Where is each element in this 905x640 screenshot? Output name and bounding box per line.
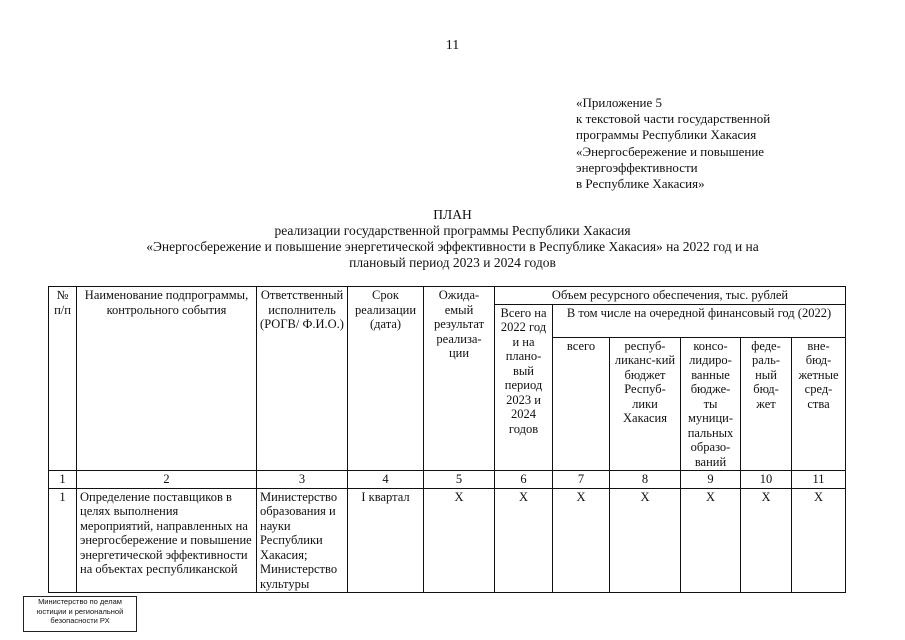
plan-table xyxy=(48,286,846,593)
row-value: X xyxy=(424,488,495,593)
appendix-line: энергоэффективности xyxy=(576,159,698,175)
title-line: ПЛАН xyxy=(433,207,472,222)
row-value: X xyxy=(681,488,741,593)
row-term: I квартал xyxy=(348,488,424,593)
header-term: Срок реализации (дата) xyxy=(348,287,424,471)
table-row xyxy=(49,488,846,593)
column-number: 10 xyxy=(741,471,792,489)
row-value: X xyxy=(741,488,792,593)
title-line: плановый период 2023 и 2024 годов xyxy=(349,255,556,270)
header-municipal-budgets: консо-лидиро-ванные бюдже-ты муници-пальных образо-ваний xyxy=(681,337,741,471)
appendix-line: программы Республики Хакасия xyxy=(576,127,757,143)
header-federal-budget: феде-раль-ный бюд-жет xyxy=(741,337,792,471)
row-value: X xyxy=(792,488,846,593)
appendix-line: в Республике Хакасия» xyxy=(576,176,705,192)
appendix-line: к текстовой части государственной xyxy=(576,111,771,127)
row-name: Определение поставщиков в целях выполнения мероприятий, направленных на энергосбережение и повышение энергетической эффективности на объектах республиканской xyxy=(77,488,257,593)
column-number: 5 xyxy=(424,471,495,489)
column-number: 6 xyxy=(495,471,553,489)
column-number: 9 xyxy=(681,471,741,489)
row-value: X xyxy=(495,488,553,593)
row-number: 1 xyxy=(49,488,77,593)
header-volume: Объем ресурсного обеспечения, тыс. рублей xyxy=(495,287,846,305)
plan-title xyxy=(0,207,905,271)
header-result: Ожида-емый результат реализа-ции xyxy=(424,287,495,471)
column-number: 8 xyxy=(610,471,681,489)
column-number: 3 xyxy=(257,471,348,489)
header-all: всего xyxy=(553,337,610,471)
title-line: реализации государственной программы Республики Хакасия xyxy=(274,223,631,238)
stamp-line: Министерство по делам xyxy=(38,597,122,606)
stamp-line: безопасности РХ xyxy=(50,616,110,625)
header-total: Всего на 2022 год и на плано-вый период 2023 и 2024 годов xyxy=(495,304,553,471)
column-number: 7 xyxy=(553,471,610,489)
row-executor: Министерство образования и науки Республики Хакасия; Министерство культуры xyxy=(257,488,348,593)
appendix-line: «Приложение 5 xyxy=(576,95,663,110)
page-number: 11 xyxy=(445,38,460,53)
header-executor: Ответственный исполнитель (РОГВ/ Ф.И.О.) xyxy=(257,287,348,471)
appendix-line: «Энергосбережение и повышение xyxy=(576,143,765,159)
column-numbers-row xyxy=(49,471,846,489)
header-including: В том числе на очередной финансовый год (2022) xyxy=(553,304,846,337)
appendix-header xyxy=(576,95,770,192)
header-republic-budget: респуб-ликанс-кий бюджет Респуб-лики Хакасия xyxy=(610,337,681,471)
column-number: 4 xyxy=(348,471,424,489)
column-number: 2 xyxy=(77,471,257,489)
column-number: 11 xyxy=(792,471,846,489)
row-value: X xyxy=(553,488,610,593)
title-line: «Энергосбережение и повышение энергетической эффективности в Республике Хакасия» на 2022 год и на xyxy=(146,239,759,254)
registration-stamp xyxy=(23,596,137,632)
header-name: Наименование подпрограммы, контрольного события xyxy=(77,287,257,471)
stamp-line: юстиции и региональной xyxy=(36,606,124,616)
header-extrabudget: вне-бюд-жетные сред-ства xyxy=(792,337,846,471)
column-number: 1 xyxy=(49,471,77,489)
header-num: № п/п xyxy=(49,287,77,471)
row-value: X xyxy=(610,488,681,593)
